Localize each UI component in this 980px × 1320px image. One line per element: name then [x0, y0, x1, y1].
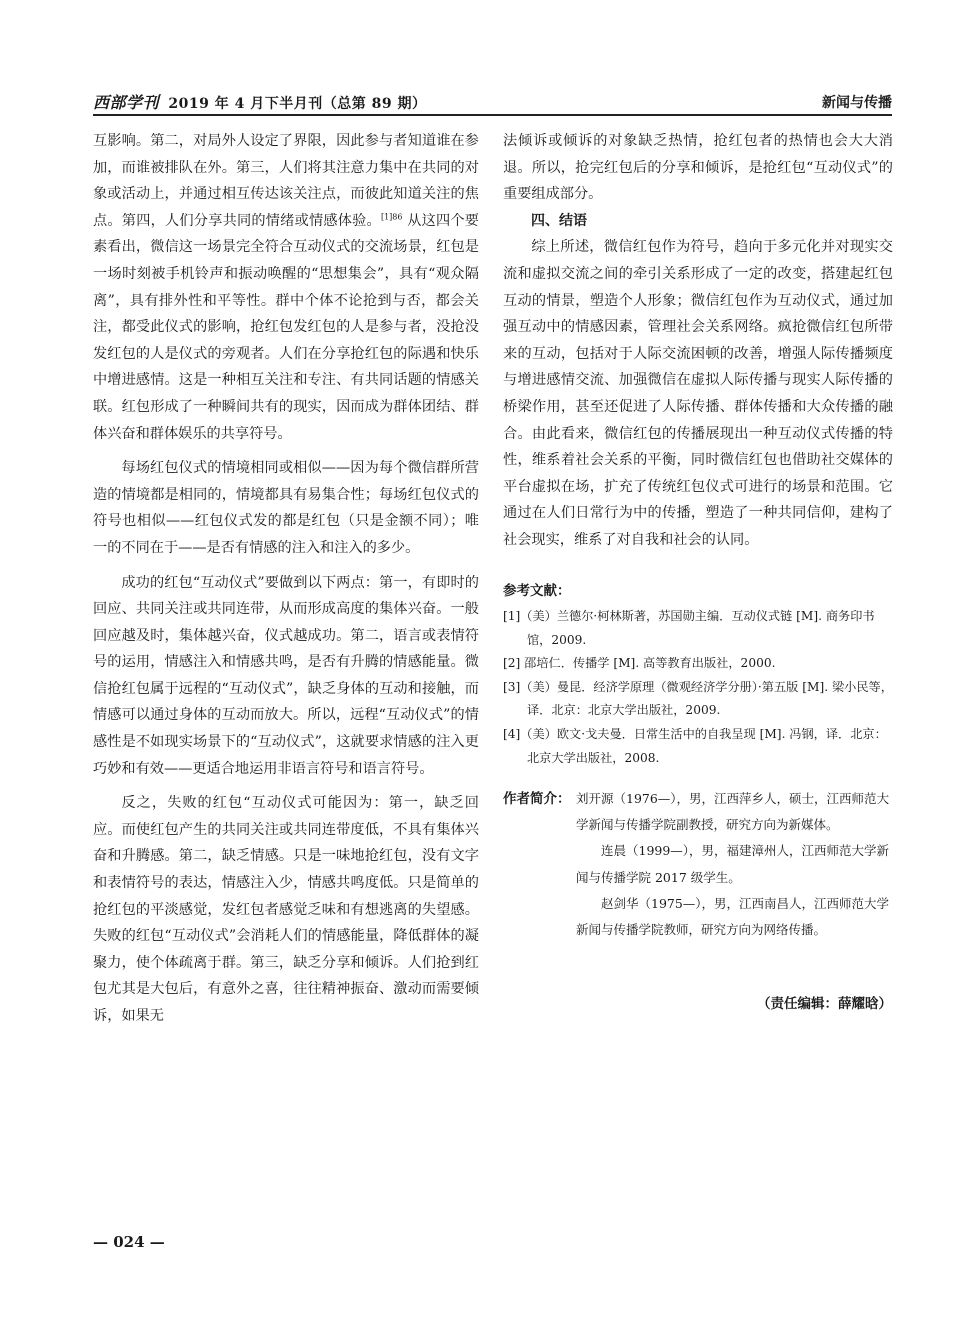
right-column	[503, 128, 893, 554]
paragraph: 反之，失败的红包“互动仪式可能因为：第一，缺乏回应。而使红包产生的共同关注或共同连带度低，不具有集体兴奋和升腾感。第二，缺乏情感。只是一味地抢红包，没有文字和表情符号的表达，情感注入少，情感共鸣度低。只是简单的抢红包的平淡感觉，发红包者感觉乏味和有想逃离的失望感。失败的红包“互动仪式”会消耗人们的情感能量，降低群体的凝聚力，使个体疏离于群。第三，缺乏分享和倾诉。人们抢到红包尤其是大包后，有意外之喜，往往精神振奋、激动而需要倾诉，如果无	[93, 795, 479, 1024]
references-title: 参考文献：	[503, 583, 571, 599]
page-header	[93, 88, 892, 118]
references-list	[503, 605, 893, 770]
journal-issue	[93, 90, 426, 113]
paragraph	[93, 128, 479, 447]
author-body	[576, 786, 893, 943]
paragraph: 法倾诉或倾诉的对象缺乏热情，抢红包者的热情也会大大消退。所以，抢完红包后的分享和倾诉，是抢红包“互动仪式”的重要组成部分。	[503, 133, 893, 203]
author-entry: 赵剑华（1975—），男，江西南昌人，江西师范大学新闻与传播学院教师，研究方向为网络传播。	[576, 895, 890, 938]
reference-item: [2] 邵培仁．传播学 [M]. 高等教育出版社，2000.	[503, 656, 776, 671]
responsible-editor: （责任编辑：薛耀晗）	[757, 996, 892, 1012]
author-entry: 刘开源（1976—），男，江西萍乡人，硕士，江西师范大学新闻与传播学院副教授，研究方向为新媒体。	[576, 791, 890, 833]
paragraph-text: 从这四个要素看出，微信这一场景完全符合互动仪式的交流场景，红包是一场时刻被手机铃声和振动唤醒的“思想集会”，具有“观众隔离”，具有排外性和平等性。群中个体不论抢到与否，都会关注，都受此仪式的影响，抢红包发红包的人是参与者，没抢没发红包的人是仪式的旁观者。人们在分享抢红包的际遇和快乐中增进感情。这是一种相互关注和专注、有共同话题的情感关联。红包形成了一种瞬间共有的现实，因而成为群体团结、群体兴奋和群体娱乐的共享符号。	[93, 212, 479, 442]
journal-logo: 西部学刊	[93, 93, 160, 112]
paragraph: 成功的红包“互动仪式”要做到以下两点：第一，有即时的回应、共同关注或共同连带，从而形成高度的集体兴奋。一般回应越及时，集体越兴奋，仪式越成功。第二，语言或表情符号的运用，情感注入和情感共鸣，是否有升腾的情感能量。微信抢红包属于远程的“互动仪式”，缺乏身体的互动和接触，而情感可以通过身体的互动而放大。所以，远程“互动仪式”的情感性是不如现实场景下的“互动仪式”，这就要求情感的注入更巧妙和有效——更适合地运用非语言符号和语言符号。	[93, 574, 479, 777]
author-entry: 连晨（1999—），男，福建漳州人，江西师范大学新闻与传播学院 2017 级学生。	[576, 843, 890, 885]
author-bio	[503, 786, 893, 943]
left-column	[93, 128, 479, 1030]
reference-item: [3]（美）曼昆．经济学原理（微观经济学分册）·第五版 [M]. 梁小民等，译．北京：北京大学出版社，2009.	[503, 679, 893, 718]
paragraph-text: 互影响。第二，对局外人设定了界限，因此参与者知道谁在参加，而谁被排队在外。第三，人们将其注意力集中在共同的对象或活动上，并通过相互传达该关注点，而彼此知道关注的焦点。第四，人们分享共同的情绪或情感体验。	[93, 133, 479, 229]
author-label: 作者简介：	[503, 791, 571, 807]
section-name: 新闻与传播	[822, 95, 892, 111]
issue-info: 2019 年 4 月下半月刊（总第 89 期）	[168, 96, 427, 112]
citation: [1]86	[380, 212, 403, 222]
header-rule	[93, 114, 892, 116]
reference-item: [4]（美）欧文·戈夫曼．日常生活中的自我呈现 [M]. 冯钢，译．北京：北京大学出版社，2008.	[503, 726, 887, 765]
section-title: 四、结语	[531, 212, 587, 229]
page-number: — 024 —	[93, 1233, 165, 1251]
paragraph: 综上所述，微信红包作为符号，趋向于多元化并对现实交流和虚拟交流之间的牵引关系形成了一定的改变，搭建起红包互动的情景，塑造个人形象；微信红包作为互动仪式，通过加强互动中的情感因素，管理社会关系网络。疯抢微信红包所带来的互动，包括对于人际交流困顿的改善，增强人际传播频度与增进感情交流、加强微信在虚拟人际传播与现实人际传播的桥梁作用，甚至还促进了人际传播、群体传播和大众传播的融合。由此看来，微信红包的传播展现出一种互动仪式传播的特性，维系着社会关系的平衡，同时微信红包也借助社交媒体的平台虚拟在场，扩充了传统红包仪式可进行的场景和范围。它通过在人们日常行为中的传播，塑造了一种共同信仰，建构了社会现实，维系了对自我和社会的认同。	[503, 239, 893, 548]
paragraph: 每场红包仪式的情境相同或相似——因为每个微信群所营造的情境都是相同的，情境都具有易集合性；每场红包仪式的符号也相似——红包仪式发的都是红包（只是金额不同）；唯一的不同在于——是否有情感的注入和注入的多少。	[93, 460, 479, 556]
reference-item: [1]（美）兰德尔·柯林斯著，苏国勋主编．互动仪式链 [M]. 商务印书馆，2009.	[503, 609, 875, 647]
